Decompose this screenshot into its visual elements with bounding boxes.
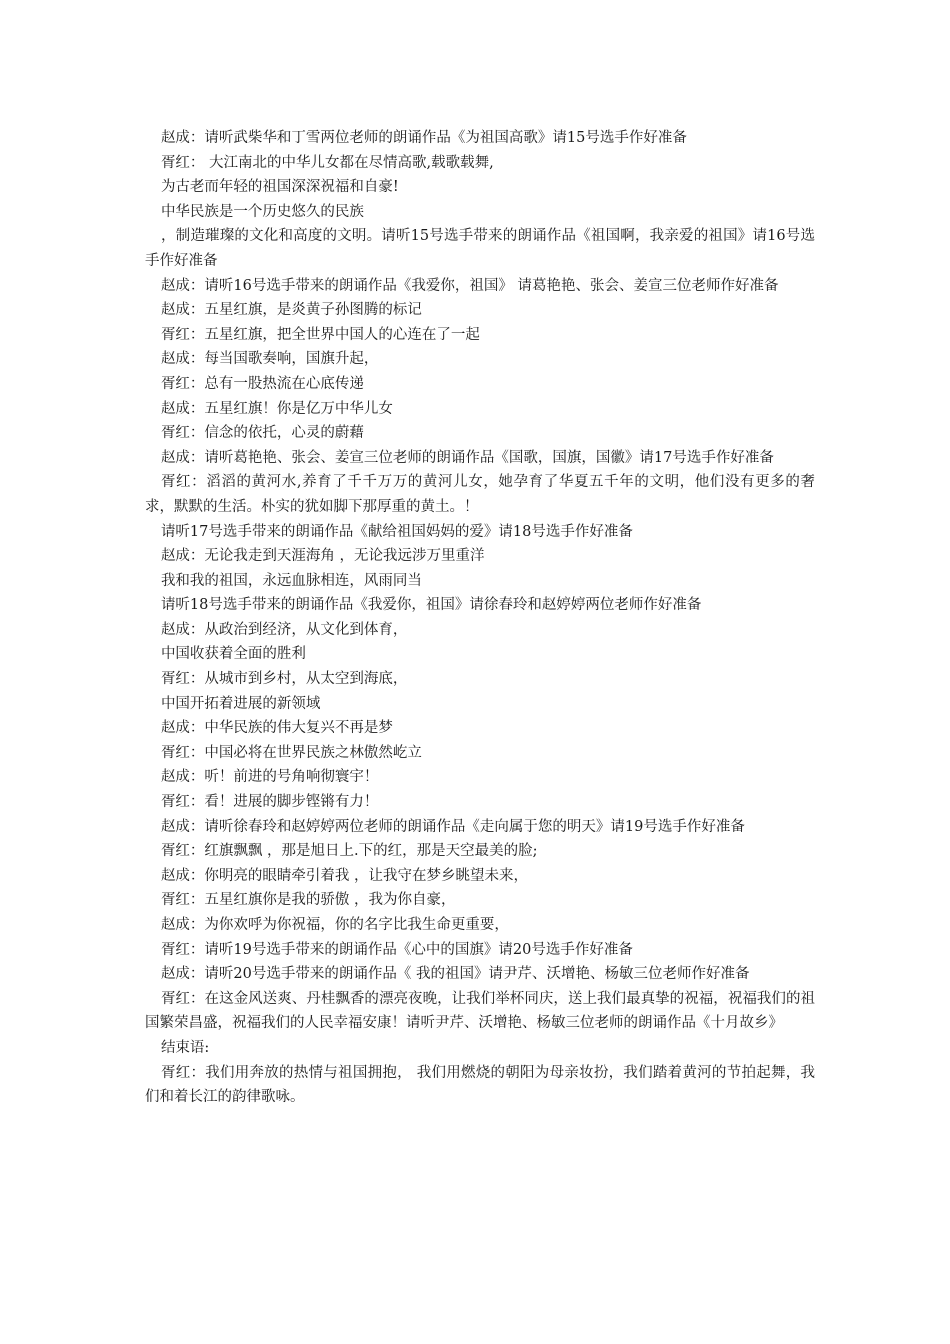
paragraph-24: 胥红：中国必将在世界民族之林傲然屹立 xyxy=(160,744,422,761)
paragraph-27: 赵成：请听徐春玲和赵婷婷两位老师的朗诵作品《走向属于您的明天》请19号选手作好准备 xyxy=(160,818,745,835)
paragraph-25: 赵成：听！前进的号角响彻寰宇！ xyxy=(160,769,379,786)
paragraph-16: 赵成：无论我走到天涯海角 ，无论我远涉万里重洋 xyxy=(160,548,485,565)
paragraph-17: 我和我的祖国，永远血脉相连，风雨同当 xyxy=(160,572,422,589)
paragraph-36: 胥红：我们用奔放的热情与祖国拥抱， 我们用燃烧的朝阳为母亲妆扮，我们踏着黄河的节拍起舞，我们和着长江的韵律歌咏。 xyxy=(145,1064,815,1106)
paragraph-8: 胥红：五星红旗，把全世界中国人的心连在了一起 xyxy=(160,326,480,343)
paragraph-21: 胥红：从城市到乡村，从太空到海底， xyxy=(160,671,408,688)
paragraph-5: ，制造璀璨的文化和高度的文明。请听15号选手带来的朗诵作品《祖国啊，我亲爱的祖国》请16号选手作好准备 xyxy=(145,228,815,269)
paragraph-23: 赵成：中华民族的伟大复兴不再是梦 xyxy=(160,720,393,737)
paragraph-14: 胥红：滔滔的黄河水,养育了千千万万的黄河儿女，她孕育了华夏五千年的文明，他们没有更多的奢求，默默的生活。朴实的犹如脚下那厚重的黄土。！ xyxy=(145,474,815,515)
paragraph-19: 赵成：从政治到经济，从文化到体育， xyxy=(160,621,408,638)
paragraph-9: 赵成：每当国歌奏响，国旗升起， xyxy=(160,351,379,368)
paragraph-35: 结束语: xyxy=(160,1039,210,1056)
paragraph-13: 赵成：请听葛艳艳、张会、姜宣三位老师的朗诵作品《国歌，国旗，国徽》请17号选手作好准备 xyxy=(160,449,774,466)
paragraph-28: 胥红：红旗飘飘 ，那是旭日上.下的红，那是天空最美的脸; xyxy=(160,843,538,860)
paragraph-20: 中国收获着全面的胜利 xyxy=(160,646,306,663)
paragraph-34: 胥红：在这金风送爽、丹桂飘香的漂亮夜晚，让我们举杯同庆，送上我们最真挚的祝福，祝福我们的祖国繁荣昌盛，祝福我们的人民幸福安康！请听尹芹、沃增艳、杨敏三位老师的朗诵作品《十月故乡》 xyxy=(145,990,815,1032)
paragraph-10: 胥红：总有一股热流在心底传递 xyxy=(160,375,364,392)
paragraph-29: 赵成：你明亮的眼睛牵引着我 ，让我守在梦乡眺望未来， xyxy=(160,867,529,884)
paragraph-26: 胥红：看！进展的脚步铿锵有力！ xyxy=(160,794,379,811)
paragraph-7: 赵成：五星红旗，是炎黄子孙图腾的标记 xyxy=(160,302,422,319)
paragraph-18: 请听18号选手带来的朗诵作品《我爱你，祖国》请徐春玲和赵婷婷两位老师作好准备 xyxy=(160,597,702,614)
paragraph-1: 赵成：请听武柴华和丁雪两位老师的朗诵作品《为祖国高歌》请15号选手作好准备 xyxy=(160,130,687,146)
paragraph-3: 为古老而年轻的祖国深深祝福和自豪! xyxy=(160,179,399,196)
paragraph-2: 胥红： 大江南北的中华儿女都在尽情高歌,载歌载舞, xyxy=(160,154,494,171)
document-body xyxy=(145,126,815,1110)
paragraph-6: 赵成：请听16号选手带来的朗诵作品《我爱你，祖国》 请葛艳艳、张会、姜宣三位老师作好准备 xyxy=(160,277,779,294)
paragraph-33: 赵成：请听20号选手带来的朗诵作品《 我的祖国》请尹芹、沃增艳、杨敏三位老师作好准备 xyxy=(160,966,750,983)
paragraph-11: 赵成：五星红旗！你是亿万中华儿女 xyxy=(160,400,393,417)
paragraph-31: 赵成：为你欢呼为你祝福，你的名字比我生命更重要， xyxy=(160,917,509,933)
paragraph-12: 胥红：信念的依托，心灵的蔚藉 xyxy=(160,425,364,442)
paragraph-22: 中国开拓着进展的新领域 xyxy=(160,695,321,712)
paragraph-32: 胥红：请听19号选手带来的朗诵作品《心中的国旗》请20号选手作好准备 xyxy=(160,941,633,958)
paragraph-15: 请听17号选手带来的朗诵作品《献给祖国妈妈的爱》请18号选手作好准备 xyxy=(160,523,633,540)
paragraph-4: 中华民族是一个历史悠久的民族 xyxy=(160,203,364,220)
paragraph-30: 胥红：五星红旗你是我的骄傲 ，我为你自豪， xyxy=(160,892,456,909)
